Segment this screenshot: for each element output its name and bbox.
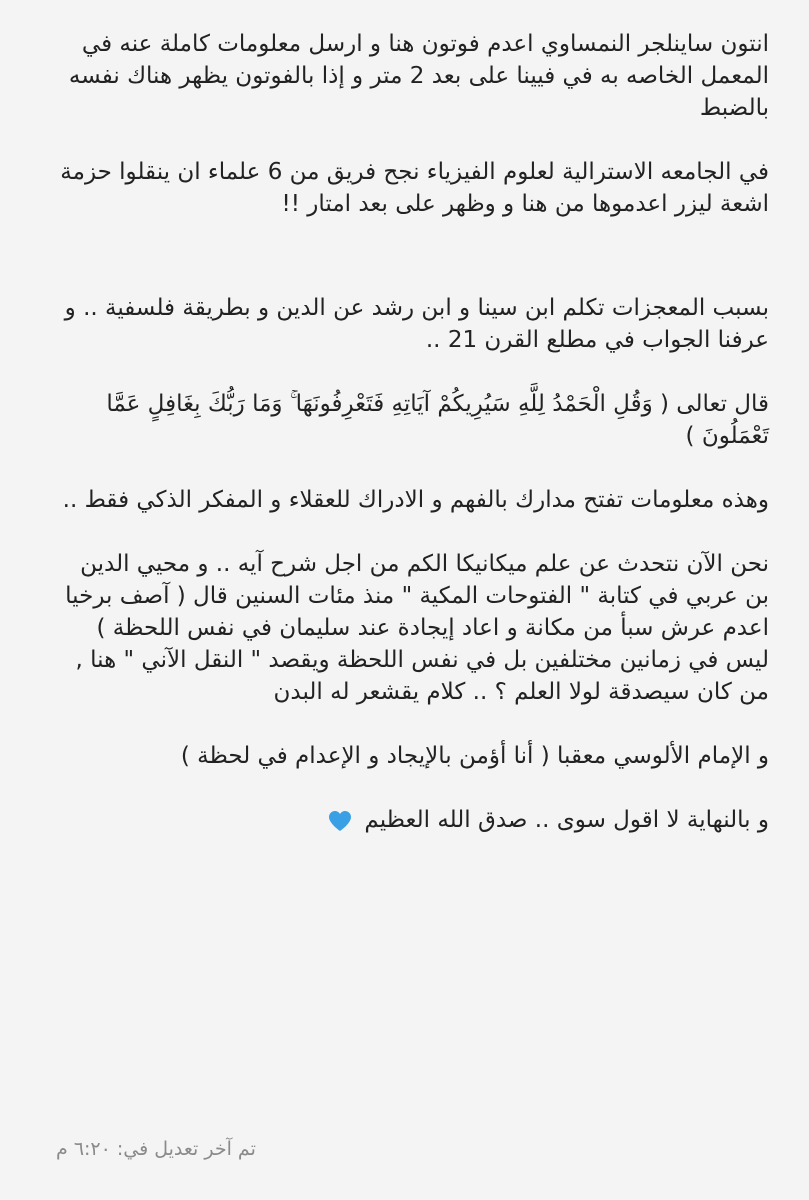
last-edited-timestamp: تم آخر تعديل في: ٦:٢٠ م xyxy=(56,1138,256,1160)
note-paragraph-6: نحن الآن نتحدث عن علم ميكانيكا الكم من اجل شرح آيه .. و محيي الدين بن عربي في كتابة " الفتوحات المكية " منذ مئات السنين قال ( آصف برخيا اعدم عرش سبأ من مكانة و اعاد إيجادة عند سليمان في نفس اللحظة ) ليس في زمانين مختلفين بل في نفس اللحظة ويقصد " النقل الآني " هنا , من كان سيصدقة لولا العلم ؟ .. كلام يقشعر له البدن xyxy=(65,551,769,705)
closing-text: و بالنهاية لا اقول سوى .. صدق الله العظيم xyxy=(364,807,769,833)
note-paragraph-8 xyxy=(56,804,769,836)
blue-heart-icon xyxy=(327,809,353,833)
note-paragraph-1: انتون ساينلجر النمساوي اعدم فوتون هنا و ارسل معلومات كاملة عنه في المعمل الخاصه به في فيينا على بعد 2 متر و إذا بالفوتون يظهر هناك نفسه بالضبط xyxy=(68,31,769,121)
note-paragraph-4: قال تعالى ( وَقُلِ الْحَمْدُ لِلَّهِ سَيُرِيكُمْ آيَاتِهِ فَتَعْرِفُونَهَا ۚ وَمَا رَبُّكَ بِغَافِلٍ عَمَّا تَعْمَلُونَ ) xyxy=(106,391,769,449)
note-body xyxy=(56,28,769,868)
note-paragraph-5: وهذه معلومات تفتح مدارك بالفهم و الادراك للعقلاء و المفكر الذكي فقط .. xyxy=(62,487,769,513)
note-paragraph-7: و الإمام الألوسي معقبا ( أنا أؤمن بالإيجاد و الإعدام في لحظة ) xyxy=(180,743,769,769)
note-paragraph-2: في الجامعه الاسترالية لعلوم الفيزياء نجح فريق من 6 علماء ان ينقلوا حزمة اشعة ليزر اعدموها من هنا و وظهر على بعد امتار !! xyxy=(60,159,769,217)
note-paragraph-3: بسبب المعجزات تكلم ابن سينا و ابن رشد عن الدين و بطريقة فلسفية .. و عرفنا الجواب في مطلع القرن 21 .. xyxy=(64,295,769,353)
